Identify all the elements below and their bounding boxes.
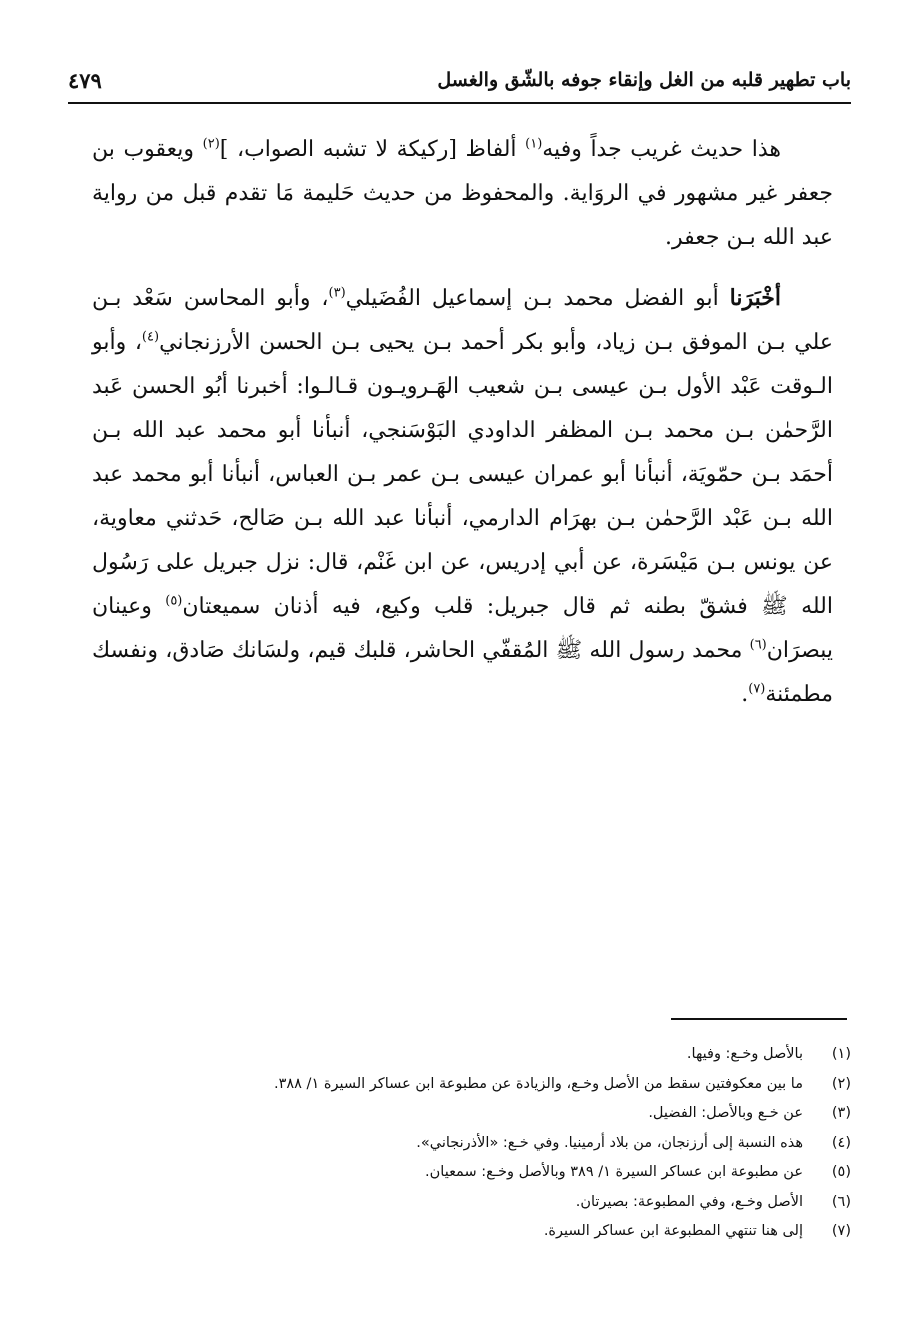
footnote-6 xyxy=(96,1194,851,1224)
footnote-number: (٤) xyxy=(831,1134,851,1151)
paragraph-1 xyxy=(92,128,833,260)
footnote-5 xyxy=(96,1164,851,1194)
footnote-4 xyxy=(96,1135,851,1165)
main-text xyxy=(92,128,833,717)
footnote-text: ما بين معكوفتين سقط من الأصل وخـع، والزيادة عن مطبوعة ابن عساكر السيرة ١/ ٣٨٨. xyxy=(273,1075,803,1092)
footnote-text: بالأصل وخـع: وفيها. xyxy=(686,1046,803,1062)
running-head-title: باب تطهير قلبه من الغل وإنقاء جوفه بالشّق والغسل xyxy=(437,69,851,91)
footnote-number: (٢) xyxy=(831,1075,851,1092)
footnote-text: الأصل وخـع، وفي المطبوعة: بصيرتان. xyxy=(575,1193,803,1210)
footnote-number: (٦) xyxy=(831,1193,851,1210)
footnote-ref-1: (١) xyxy=(525,136,543,152)
paragraph-2-text-5: محمد رسول الله ﷺ المُقفّي الحاشر، قلبك قيم، ولسَانك صَادق، ونفسك مطمئنة xyxy=(92,638,833,707)
paragraph-2-text-2: ، وأبو المحاسن سَعْد بـن علي بـن الموفق بـن زياد، وأبو بكر أحمد بـن يحيى بـن الحسن الأرزنجاني xyxy=(92,286,833,355)
paragraph-1-text-1: هذا حديث غريب جداً وفيه xyxy=(542,137,781,162)
footnote-ref-6: (٦) xyxy=(749,637,767,653)
page-header xyxy=(68,62,851,104)
footnote-number: (٧) xyxy=(831,1223,851,1239)
footnote-number: (١) xyxy=(831,1046,851,1062)
paragraph-1-text-2: ألفاظ [ركيكة لا تشبه الصواب، ] xyxy=(219,137,526,162)
paragraph-1-text-3: ويعقوب بن جعفر غير مشهور في الروَاية. والمحفوظ من حديث حَليمة مَا تقدم قبل من رواية عبد الله بـن جعفر. xyxy=(92,137,833,250)
paragraph-2-text-4: وعينان يبصرَان xyxy=(92,594,833,663)
paragraph-2-text-6: . xyxy=(741,682,749,707)
footnotes xyxy=(96,1046,851,1253)
footnote-ref-5: (٥) xyxy=(165,593,183,609)
footnote-text: عن خـع وبالأصل: الفضيل. xyxy=(648,1105,803,1121)
footnote-ref-4: (٤) xyxy=(141,329,160,345)
paragraph-2-lead-word: أخْبَرَنا xyxy=(729,285,781,311)
footnote-text: عن مطبوعة ابن عساكر السيرة ١/ ٣٨٩ وبالأصل وخـع: سمعيان. xyxy=(425,1164,803,1180)
footnote-number: (٣) xyxy=(831,1105,851,1121)
footnote-ref-7: (٧) xyxy=(748,681,766,697)
footnote-number: (٥) xyxy=(831,1164,851,1180)
paragraph-2-text-3: ، وأبو الـوقت عَبْد الأول بـن عيسى بـن شعيب الهَـرويـون قـالـوا: أخبرنا أبُو الحسن عَبد الرَّحمٰن بـن محمد بـن المظفر الداودي البَوْسَنجي، أنبأنا أبو محمد عبد الله بـن أحمَد بـن حمّويَة، أنبأنا أبو عمران عيسى بـن عمر بـن العباس، أنبأنا أبو محمد عبد الله بـن عَبْد الرَّحمٰن بـن بهرَام الدارمي، أنبأنا عبد الله بـن صَالح، حَدثني معاوية، عن يونس بـن مَيْسَرة، عن أبي إدريس، عن ابن غَنْم، قال: نزل جبريل على رَسُول الله ﷺ فشقّ بطنه ثم قال جبريل: قلب وكيع، فيه أذنان سميعتان xyxy=(92,330,833,619)
footnote-divider xyxy=(671,1018,847,1020)
footnote-text: هذه النسبة إلى أرزنجان، من بلاد أرمينيا. وفي خـع: «الأذرنجاني». xyxy=(416,1134,803,1151)
footnote-text: إلى هنا تنتهي المطبوعة ابن عساكر السيرة. xyxy=(543,1223,803,1239)
footnote-3 xyxy=(96,1105,851,1135)
footnote-1 xyxy=(96,1046,851,1076)
footnote-ref-3: (٣) xyxy=(328,285,346,301)
page-number: ٤٧٩ xyxy=(68,67,102,93)
footnote-ref-2: (٢) xyxy=(202,136,220,152)
paragraph-2 xyxy=(92,276,833,717)
footnote-7 xyxy=(96,1223,851,1253)
paragraph-2-text-1: أبو الفضل محمد بـن إسماعيل الفُضَيلي xyxy=(345,286,730,311)
footnote-2 xyxy=(96,1076,851,1106)
